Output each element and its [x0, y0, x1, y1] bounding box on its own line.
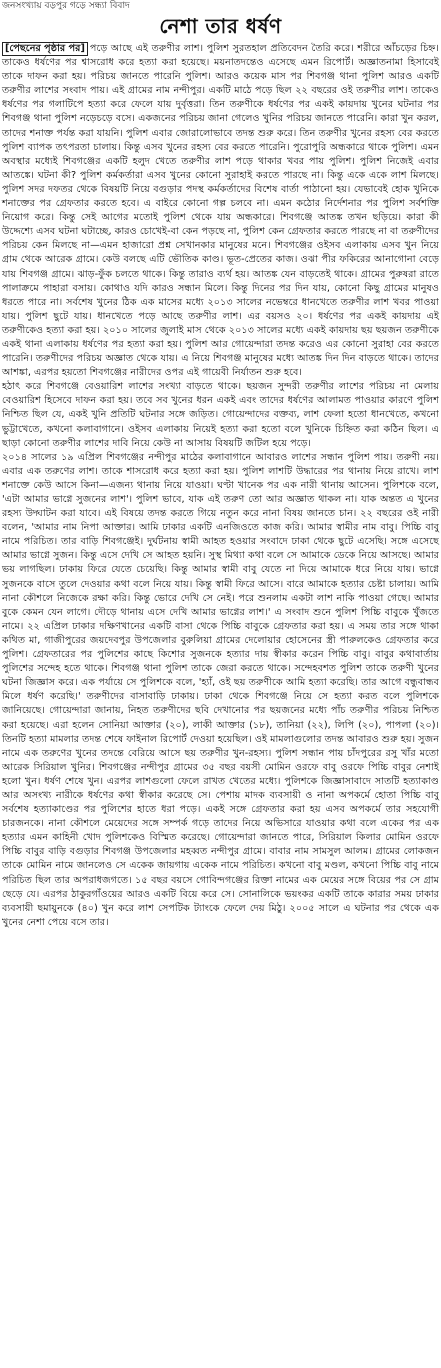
article-headline: নেশা তার ধর্ষণ — [159, 14, 282, 38]
top-cut-text: জনসংখ্যায় বড়পুর গড়ে সন্ধ্যা বিবাদ — [2, 1, 130, 11]
continuation-label: [পেছনের পৃষ্ঠার পর] — [2, 42, 88, 56]
article-paragraph-2: হঠাৎ করে শিবগঞ্জে বেওয়ারিশ লাশের সংখ্যা বাড়তে থাকে। ছয়জন সুন্দরী তরুণীর লাশের পরিচয় না মেলায় বেওয়ারিশ হিসেবে দাফন করা হয়। তবে সব খুনের ধরন একই এবং তাদের ধর্ষণের আলামত পাওয়ার কারণে পুলিশ নিশ্চিত ছিল যে, একই খুনি প্রতিটি ঘটনার সঙ্গে জড়িত। গোয়েন্দাদের বক্তব্য, লাশ ফেলা হতো ধানখেতে, কখনো ভুট্টাখেতে, কখনো কলাবাগানে। ওইসব এলাকায় নিয়েই হত্যা করা হতো বলে খুনিকে চিহ্নিত করা কঠিন ছিল। এ ছাড়া কোনো তরুণীর লাশের দাবি নিয়ে কেউ না আসায় বিষয়টি জটিল হয়ে পড়ে। — [2, 381, 439, 449]
article-paragraph-1 — [2, 42, 439, 380]
paragraph-1-text: পড়ে আছে এই তরুণীর লাশ। পুলিশ সুরতহাল প্রতিবেদন তৈরি করে। শরীরে আঁচড়ের চিহ্ন। তাকেও ধর্ষণের পর শ্বাসরোধ করে হত্যা করা হয়েছে। ময়নাতদন্তেও এসেছে এমন রিপোর্ট। অজ্ঞাতনামা হিসাবেই তাকে দাফন করা হয়। পরিচয় জানতে পারেনি পুলিশ। আরও কয়েক মাস পর শিবগঞ্জ থানা পুলিশ আরও একটি তরুণীর লাশের সংবাদ পায়। এই গ্রামের নাম নন্দীপুর। একটি মাঠে পড়ে ছিল ২২ বছরের ওই তরুণীর লাশ। তাকেও ধর্ষণের পর গলাটিপে হত্যা করে ফেলে যায় দুর্বৃত্তরা। তিন তরুণীকে ধর্ষণের পর একই কায়দায় খুনের ঘটনার পর শিবগঞ্জ থানা পুলিশ নড়েচড়ে বসে। একজনের পরিচয় জানা গেলেও খুনির পরিচয় জানতে পারেনি। কারা খুন করল, তাদের শনাক্ত পর্যন্ত করা যায়নি। পুলিশ এবার জোরালোভাবে তদন্ত শুরু করে। তিন তরুণীর খুনের রহস্য বের করতে পুলিশ ব্যাপক তৎপরতা চালায়। কিন্তু এসব খুনের রহস্য বের করতে পারেনি। পুরোপুরি অন্ধকারে থাকে পুলিশ। এমন অবস্থার মধ্যেই শিবগঞ্জের একটি হলুদ খেতে তরুণীর লাশ পড়ে থাকার খবর পায় পুলিশ। পুলিশ নিজেই এবার আতঙ্কে। ঘটনা কী? পুলিশ কর্মকর্তারা এসব খুনের কোনো সুরাহাই করতে পারছে না। কিন্তু একে একে লাশ মিলছে। পুলিশ সদর দফতর থেকে বিষয়টি নিয়ে বগুড়ার পদস্থ কর্মকর্তাদের বিশেষ বার্তা পাঠানো হয়। যেভাবেই হোক খুনিকে শনাক্তের পর গ্রেফতার করতে হবে। এ বাইরে কোনো গল্প চলবে না। এমন কঠোর নির্দেশনার পর পুলিশ সর্বশক্তি নিয়োগ করে। কিন্তু সেই আগের মতোই পুলিশ থেকে যায় অন্ধকারে। শিবগঞ্জে আতঙ্ক তখন ছড়িয়ে। কারা কী উদ্দেশ্যে এসব ঘটনা ঘটাচ্ছে, কারও চোখেই-বা কেন পড়ছে না, পুলিশ কেন গ্রেফতার করতে পারছে না বা তরুণীদের পরিচয় কেন মিলছে না—এমন হাজারো প্রশ্ন সেখানকার মানুষের মনে। শিবগঞ্জের ওইসব এলাকায় এসব খুন নিয়ে গ্রাম থেকে আরেক গ্রামে। কেউ বলছে এটি ভৌতিক কাণ্ড। ভূত-প্রেতের কাজ। ওঝা পীর ফকিরের আনাগোনা বেড়ে যায় শিবগঞ্জ গ্রামে। ঝাড়-ফুঁক চলতে থাকে। কিন্তু তারাও ব্যর্থ হয়। আতঙ্ক যেন বাড়তেই থাকে। গ্রামের পুরুষরা রাতে পালাক্রমে পাহারা বসায়। কোথাও যদি কারও সন্ধান মিলে। কিন্তু দিনের পর দিন যায়, কোনো কিছু গ্রামের মানুষও ধরতে পারে না। সর্বশেষ খুনের ঠিক এক মাসের মধ্যে ২০১৩ সালের নভেম্বরে ধানখেতে তরুণীর লাশ খবর পাওয়া যায়। পুলিশ ছুটে যায়। ধানখেতে পড়ে আছে তরুণীর লাশ। এর বয়সও ২০। ধর্ষণের পর একই কায়দায় এই তরুণীকেও হত্যা করা হয়। ২০১০ সালের জুলাই মাস থেকে ২০১৩ সালের মধ্যে একই কায়দায় ছয় ছয়জন তরুণীকে একই থানা এলাকায় ধর্ষণের পর হত্যা করা হয়। পুলিশ আর গোয়েন্দারা তদন্ত করেও এর কোনো সুরাহা বের করতে পারেনি। তরুণীদের পরিচয় অজ্ঞাত থেকে যায়। এ নিয়ে শিবগঞ্জ মানুষের মধ্যে আতঙ্ক দিন দিন বাড়তে থাকে। তাদের আশঙ্কা, এরপর হয়তো শিবগঞ্জের নারীদের ওপর এই গায়েবী নির্যাতন শুরু হবে। — [2, 43, 439, 379]
article-paragraph-3: ২০১৪ সালের ১৯ এপ্রিল শিবগঞ্জের নন্দীপুর মাঠের কলাবাগানে আবারও লাশের সন্ধান পুলিশ পায়। তরুণী নয়। এবার এক তরুণের লাশ। তাকে শাসরোধ করে হত্যা করা হয়। পুলিশ লাশটি উদ্ধারের পর থানায় নিয়ে রাখে। লাশ শনাক্তে কেউ আসে কিনা—এজন্য থানায় নিয়ে যাওয়া। ঘণ্টা খানেক পর এক নারী থানায় আসেন। পুলিশকে বলে, 'এটা আমার ভাগ্নে সুজনের লাশ'। পুলিশ ভাবে, যাক এই তরুণ তো আর অজ্ঞাত থাকল না। যাক অন্তত এ খুনের রহস্য উদ্ঘাটন করা যাবে। এই বিষয়ে তদন্ত করতে গিয়ে নতুন করে নানা বিষয় জানতে চান। ২২ বছরের ওই নারী বলেন, 'আমার নাম নিপা আক্তার। আমি ঢাকার একটি এনজিওতে কাজ করি। আমার স্বামীর নাম বাবু। পিচ্চি বাবু নামে পরিচিত। তার বাড়ি শিবগঞ্জেই। দুর্ঘটনায় স্বামী আহত হওয়ার সংবাদে ঢাকা থেকে ছুটে এসেছি। সঙ্গে এসেছে আমার ভাগ্নে সুজন। কিন্তু এসে দেখি সে আহত হয়নি। সুস্থ মিথ্যা কথা বলে সে আমাকে ডেকে নিয়ে আসছে। আমার ভয় লাগছিল। ঢাকায় ফিরে যেতে চেয়েছি। কিন্তু আমার স্বামী বাবু যেতে না দিয়ে আমাকে ধরে নিয়ে যায়। ভাগ্নে সুজনকে বাসে তুলে দেওয়ার কথা বলে নিয়ে যায়। কিন্তু স্বামী ফিরে আসে। বারে আমাকে হত্যার চেষ্টা চালায়। আমি নানা কৌশলে নিজেকে রক্ষা করি। কিন্তু ভোরে দেখি সে নেই। পরে শুনলাম একটা লাশ নাকি পাওয়া গেছে। আমার বুকে কেমন যেন লাগে। দৌড়ে থানায় এসে দেখি আমার ভাগ্নের লাশ।' এ সংবাদ শুনে পুলিশ পিচ্চি বাবুকে খুঁজতে নামে। ২২ এপ্রিল ঢাকার দক্ষিণখানের একটি বাসা থেকে পিচ্চি বাবুকে গ্রেফতার করা হয়। এ সময় তার সঙ্গে থাকা কথিত মা, গাজীপুরের জয়দেবপুর উপজেলার বুরুলিয়া গ্রামের দেলোয়ার হোসেনের স্ত্রী পারুলকেও গ্রেফতার করে পুলিশ। গ্রেফতারের পর পুলিশের কাছে কিশোর সুজনকে হত্যার দায় স্বীকার করেন পিচ্চি বাবু। বাবুর কথাবার্তায় পুলিশের সন্দেহ হতে থাকে। শিবগঞ্জ থানা পুলিশ তাকে জেরা করতে থাকে। সন্দেহবশত পুলিশ তাকে তরুণী খুনের ঘটনা জিজ্ঞাস করে। এক পর্যায়ে সে পুলিশকে বলে, 'হ্যাঁ, ওই ছয় তরুণীকে আমি হত্যা করেছি। তার আগে বন্ধুবান্ধব মিলে ধর্ষণ করেছি।' তরুণীদের বাসাবাড়ি ঢাকায়। ঢাকা থেকে শিবগঞ্জে নিয়ে সে হত্যা করত বলে পুলিশকে জানিয়েছে। গোয়েন্দারা জানায়, নিহত তরুণীদের ছবি দেখানোর পর ছয়জনের মধ্যে পাঁচ তরুণীর পরিচয় নিশ্চিত করা হয়েছে। এরা হলেন সোনিয়া আক্তার (২০), লাকী আক্তার (১৮), তানিয়া (২২), লিপি (২০), পাপলা (২০)। তিনটি হত্যা মামলার তদন্ত শেষে ফাইনাল রিপোর্ট দেওয়া হয়েছিল। ওই মামলাগুলোর তদন্ত আবারও শুরু হয়। সুজন নামে এক তরুণের খুনের তদন্তে বেরিয়ে আসে ছয় তরুণীর খুন-রহস্য। পুলিশ সন্ধান পায় চাঁদপুরের রসু খাঁর মতো আরেক সিরিয়াল খুনির। শিবগঞ্জের নন্দীপুর গ্রামের ৩৫ বছর বয়সী মোমিন ওরফে বাবু ওরফে পিচ্চি বাবুর নেশাই হলো খুন। ধর্ষণ শেষে খুন। এরপর লাশগুলো ফেলে রাখত খেতের মধ্যে। পুলিশকে জিজ্ঞাসাবাদে সাতটি হত্যাকাণ্ড আর অসংখ্য নারীকে ধর্ষণের কথা স্বীকার করেছে সে। পেশায় মাদক ব্যবসায়ী ও নানা অপকর্মে হোতা পিচ্চি বাবু সর্বশেষ হত্যাকাণ্ডের পর পুলিশের হাতে ধরা পড়ে। একই সঙ্গে গ্রেফতার করা হয় এসব অপকর্মে তার সহযোগী চারজনকে। নানা কৌশলে মেয়েদের সঙ্গে সম্পর্ক গড়ে তাদের নিয়ে অভিসারে যাওয়ার কথা বলে একের পর এক হত্যার এমন কাহিনী খোদ পুলিশকেও বিস্মিত করেছে। গোয়েন্দারা জানতে পারে, সিরিয়াল কিলার মোমিন ওরফে পিচ্চি বাবুর বাড়ি বগুড়ার শিবগঞ্জ উপজেলার মহব্বত নন্দীপুর গ্রামে। বাবার নাম সামসুল আলম। গ্রামের লোকজন তাকে মোমিন নামে জানলেও সে একেক জায়গায় একেক নামে পরিচিত। কখনো বাবু মণ্ডল, কখনো পিচ্চি বাবু নামে পরিচিত ছিল তার অপরাধজগতে। ১৫ বছর বয়সে গোবিন্দগঞ্জের রিক্তা নামের এক মেয়ের সঙ্গে বিয়ের পর সে গ্রাম ছেড়ে যে। এরপর ঠাকুরগাঁওয়ের আরও একটি বিয়ে করে সে। সোনালিকে ভয়ংকর একটি তাকে কারার সময় ঢাকার ব্যবসায়ী ছমায়ুনকে (৪০) খুন করে লাশ সেপটিক ট্যাংকে ফেলে দেয় মিঠু। ২০০৫ সালে এ ঘটনার পর থেকে এক খুনের নেশা পেয়ে বসে তার। — [2, 451, 439, 928]
